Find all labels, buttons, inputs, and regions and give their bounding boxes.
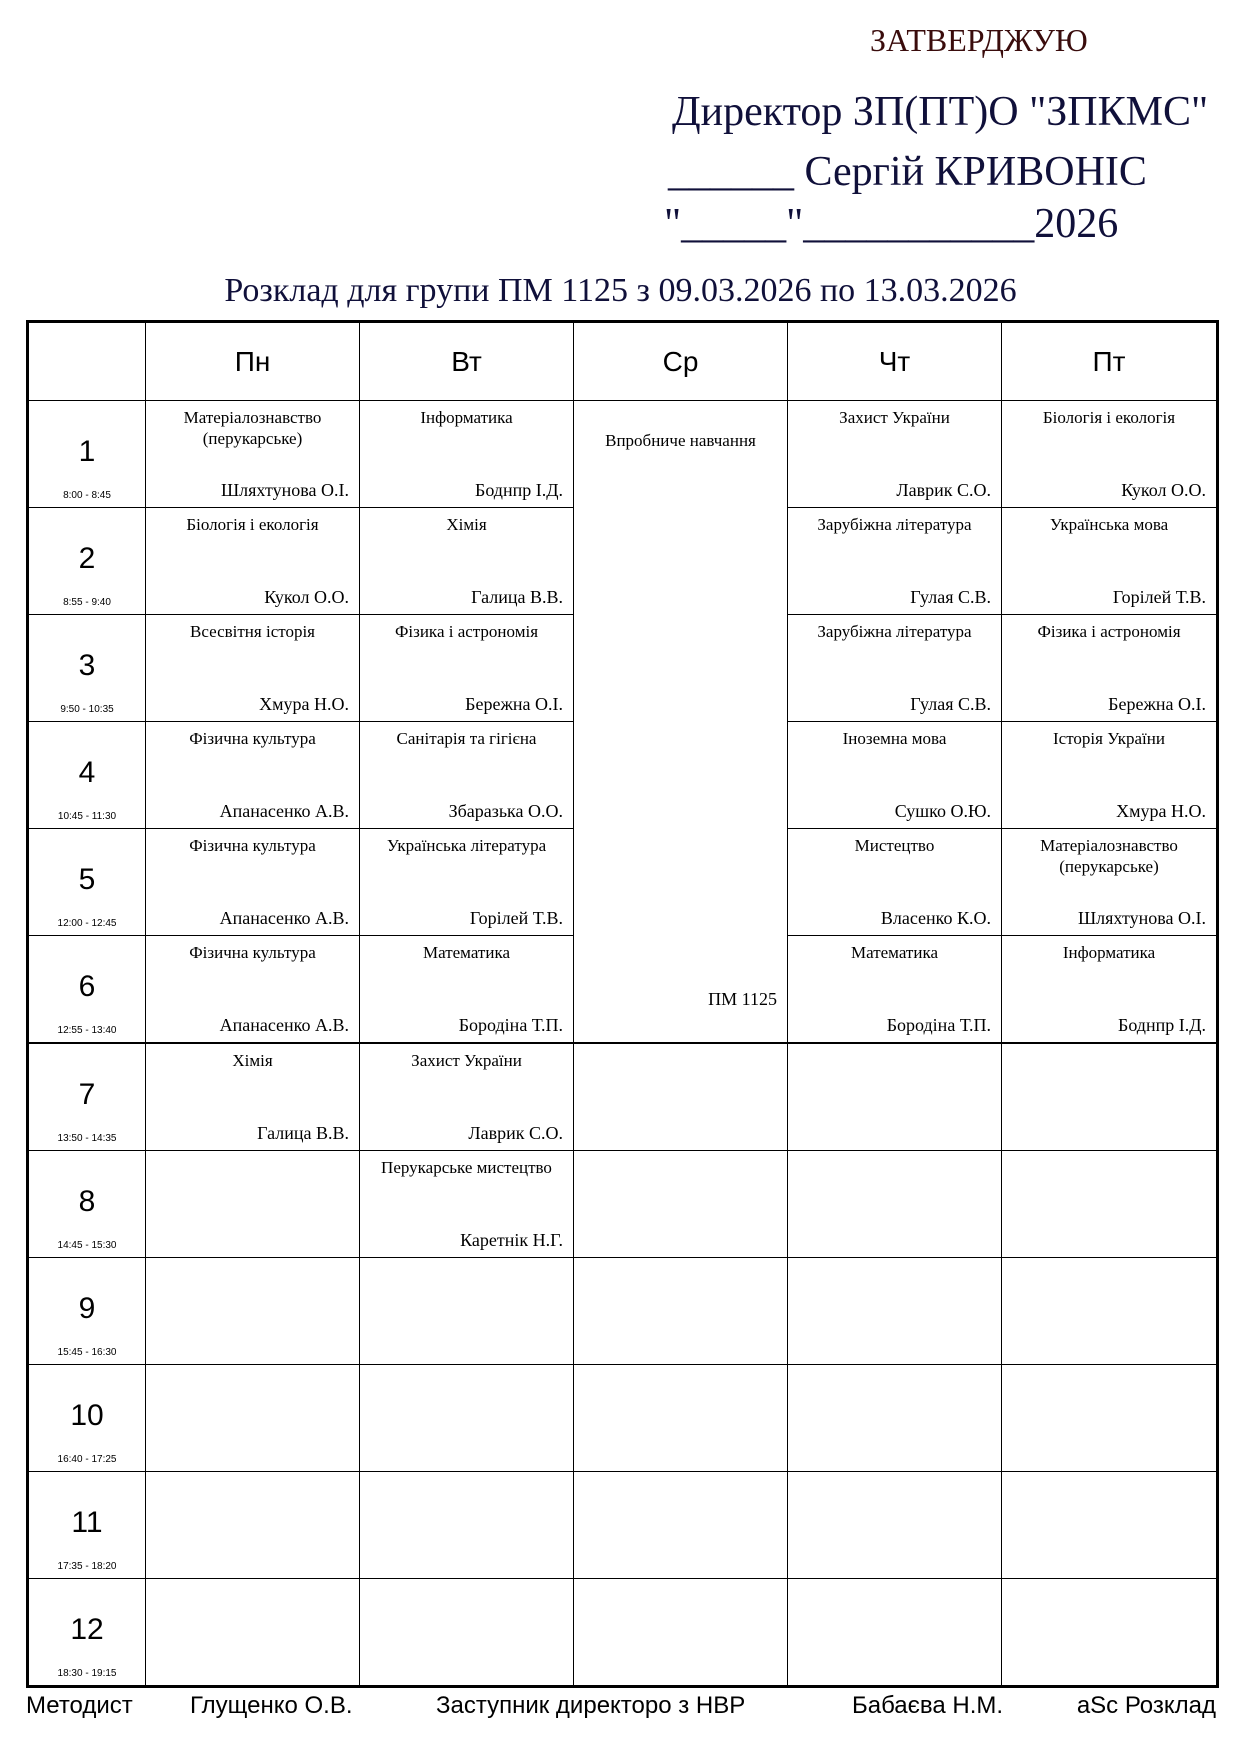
- empty-cell: [788, 1151, 1002, 1258]
- lesson-cell: [1002, 508, 1218, 615]
- lesson-teacher: Кукол О.О.: [264, 587, 349, 607]
- approve-heading: ЗАТВЕРДЖУЮ: [870, 22, 1088, 58]
- period-number: 2: [78, 542, 96, 575]
- empty-cell: [788, 1579, 1002, 1687]
- empty-cell: [360, 1472, 574, 1579]
- lesson-subject: Українська література: [386, 836, 547, 855]
- lesson-subject: Захист України: [411, 1051, 522, 1070]
- lesson-teacher: Апанасенко А.В.: [219, 1015, 349, 1035]
- lesson-cell: [146, 829, 360, 936]
- period-number: 7: [78, 1078, 96, 1111]
- empty-cell: [1002, 1043, 1218, 1151]
- period-time: 8:00 - 8:45: [63, 490, 111, 501]
- lesson-teacher: Галица В.В.: [471, 587, 563, 607]
- table-row: [28, 1472, 1218, 1579]
- schedule-table: [26, 320, 1219, 1688]
- lesson-subject: Математика: [422, 943, 511, 962]
- period-cell: [28, 508, 146, 615]
- footer: [26, 1692, 1216, 1722]
- table-row: [28, 1151, 1218, 1258]
- lesson-cell: [360, 1043, 574, 1151]
- period-cell: [28, 829, 146, 936]
- period-cell: [28, 1258, 146, 1365]
- lesson-teacher: Кукол О.О.: [1121, 480, 1206, 500]
- empty-cell: [360, 1365, 574, 1472]
- lesson-subject: Історія України: [1053, 729, 1165, 748]
- lesson-cell: [146, 615, 360, 722]
- period-cell: [28, 1472, 146, 1579]
- period-number: 12: [70, 1613, 104, 1646]
- day-header-tue: Вт: [360, 322, 574, 401]
- lesson-teacher: Галица В.В.: [257, 1123, 349, 1143]
- director-signature-line: ______ Сергій КРИВОНІС: [668, 149, 1147, 195]
- lesson-teacher: Лаврик С.О.: [468, 1123, 563, 1143]
- lesson-group: ПМ 1125: [708, 989, 777, 1009]
- day-header-mon: Пн: [146, 322, 360, 401]
- lesson-cell: [788, 615, 1002, 722]
- lesson-teacher: Бережна О.І.: [465, 694, 563, 714]
- lesson-subject: Перукарське мистецтво: [381, 1158, 552, 1177]
- lesson-subject: Матеріалознавство (перукарське): [183, 408, 322, 448]
- lesson-cell: [788, 936, 1002, 1044]
- lesson-teacher: Бережна О.І.: [1108, 694, 1206, 714]
- wednesday-practice-cell: [574, 401, 788, 1044]
- deputy-name: Бабаєва Н.М.: [852, 1692, 1004, 1719]
- schedule-title: Розклад для групи ПМ 1125 з 09.03.2026 по 13.03.2026: [224, 272, 1017, 309]
- empty-cell: [146, 1472, 360, 1579]
- lesson-subject: Всесвітня історія: [190, 622, 315, 641]
- lesson-subject: Біологія і екологія: [1042, 408, 1176, 427]
- lesson-teacher: Сушко О.Ю.: [894, 801, 991, 821]
- period-cell: [28, 722, 146, 829]
- empty-cell: [788, 1472, 1002, 1579]
- day-header-wed: Ср: [574, 322, 788, 401]
- lesson-teacher: Бородіна Т.П.: [458, 1015, 563, 1035]
- empty-cell: [574, 1258, 788, 1365]
- lesson-subject: Фізична культура: [189, 836, 316, 855]
- lesson-cell: [360, 936, 574, 1044]
- period-number: 1: [78, 435, 96, 468]
- period-time: 12:55 - 13:40: [57, 1025, 117, 1036]
- lesson-teacher: Боднпр І.Д.: [1117, 1015, 1206, 1035]
- empty-cell: [1002, 1472, 1218, 1579]
- empty-cell: [574, 1151, 788, 1258]
- table-row: [28, 1579, 1218, 1687]
- period-cell: [28, 1151, 146, 1258]
- lesson-cell: [360, 401, 574, 508]
- period-time: 9:50 - 10:35: [60, 704, 114, 715]
- empty-cell: [360, 1579, 574, 1687]
- period-time: 8:55 - 9:40: [63, 597, 111, 608]
- lesson-subject: Українська мова: [1049, 515, 1169, 534]
- lesson-subject: Фізика і астрономія: [394, 622, 539, 641]
- period-number: 4: [78, 756, 96, 789]
- lesson-cell: [146, 1043, 360, 1151]
- empty-cell: [574, 1365, 788, 1472]
- methodist-name: Глущенко О.В.: [190, 1692, 353, 1719]
- lesson-teacher: Гулая С.В.: [910, 694, 991, 714]
- lesson-cell: [1002, 722, 1218, 829]
- lesson-teacher: Апанасенко А.В.: [219, 801, 349, 821]
- period-time: 17:35 - 18:20: [57, 1561, 117, 1572]
- lesson-teacher: Шляхтунова О.І.: [1078, 908, 1206, 928]
- lesson-subject: Фізична культура: [189, 729, 316, 748]
- director-title: Директор ЗП(ПТ)О "ЗПКМС": [672, 89, 1209, 135]
- lesson-subject: Фізична культура: [189, 943, 316, 962]
- empty-cell: [1002, 1365, 1218, 1472]
- empty-cell: [574, 1043, 788, 1151]
- corner-cell: [28, 322, 146, 401]
- lesson-cell: [788, 508, 1002, 615]
- period-cell: [28, 1579, 146, 1687]
- period-number: 6: [78, 970, 96, 1003]
- lesson-teacher: Шляхтунова О.І.: [221, 480, 349, 500]
- lesson-subject: Біологія і екологія: [186, 515, 319, 534]
- lesson-subject: Хімія: [446, 515, 487, 534]
- period-cell: [28, 1043, 146, 1151]
- lesson-teacher: Боднпр І.Д.: [474, 480, 563, 500]
- lesson-cell: [788, 722, 1002, 829]
- empty-cell: [146, 1151, 360, 1258]
- lesson-teacher: Горілей Т.В.: [1112, 587, 1206, 607]
- lesson-subject: Хімія: [232, 1051, 273, 1070]
- lesson-teacher: Каретнік Н.Г.: [460, 1230, 563, 1250]
- lesson-teacher: Гулая С.В.: [910, 587, 991, 607]
- lesson-subject: Іноземна мова: [842, 729, 947, 748]
- period-time: 14:45 - 15:30: [57, 1240, 117, 1251]
- lesson-teacher: Апанасенко А.В.: [219, 908, 349, 928]
- period-number: 9: [78, 1292, 96, 1325]
- lesson-cell: [788, 829, 1002, 936]
- lesson-subject: Санітарія та гігієна: [396, 729, 537, 748]
- lesson-subject: Впробниче навчання: [605, 431, 756, 450]
- lesson-cell: [146, 508, 360, 615]
- empty-cell: [1002, 1151, 1218, 1258]
- lesson-subject: Зарубіжна література: [817, 622, 972, 641]
- lesson-subject: Мистецтво: [854, 836, 935, 855]
- lesson-cell: [788, 401, 1002, 508]
- lesson-subject: Фізика і астрономія: [1037, 622, 1181, 641]
- lesson-teacher: Хмура Н.О.: [259, 694, 349, 714]
- lesson-cell: [146, 401, 360, 508]
- period-time: 16:40 - 17:25: [57, 1454, 117, 1465]
- day-header-thu: Чт: [788, 322, 1002, 401]
- lesson-subject: Захист України: [839, 408, 950, 427]
- lesson-cell: [146, 722, 360, 829]
- lesson-cell: [1002, 401, 1218, 508]
- lesson-subject: Матеріалознавство (перукарське): [1040, 836, 1178, 876]
- period-number: 5: [78, 863, 96, 896]
- period-number: 11: [71, 1506, 103, 1539]
- period-cell: [28, 936, 146, 1044]
- empty-cell: [788, 1043, 1002, 1151]
- table-row: [28, 1043, 1218, 1151]
- empty-cell: [788, 1258, 1002, 1365]
- period-cell: [28, 1365, 146, 1472]
- day-header-fri: Пт: [1002, 322, 1218, 401]
- lesson-teacher: Бородіна Т.П.: [886, 1015, 991, 1035]
- period-time: 10:45 - 11:30: [57, 811, 117, 822]
- lesson-subject: Інформатика: [420, 408, 513, 427]
- period-number: 8: [78, 1185, 96, 1218]
- period-number: 3: [78, 649, 96, 682]
- approval-date-line: "_____"___________2026: [664, 201, 1119, 247]
- empty-cell: [146, 1258, 360, 1365]
- empty-cell: [360, 1258, 574, 1365]
- period-time: 12:00 - 12:45: [57, 918, 117, 929]
- lesson-cell: [360, 829, 574, 936]
- empty-cell: [574, 1579, 788, 1687]
- lesson-cell: [360, 615, 574, 722]
- lesson-teacher: Власенко К.О.: [880, 908, 991, 928]
- period-cell: [28, 615, 146, 722]
- empty-cell: [146, 1365, 360, 1472]
- lesson-cell: [1002, 936, 1218, 1044]
- lesson-cell: [360, 1151, 574, 1258]
- lesson-cell: [360, 722, 574, 829]
- empty-cell: [574, 1472, 788, 1579]
- period-time: 18:30 - 19:15: [57, 1668, 117, 1679]
- lesson-cell: [1002, 829, 1218, 936]
- lesson-cell: [146, 936, 360, 1044]
- empty-cell: [146, 1579, 360, 1687]
- lesson-subject: Зарубіжна література: [817, 515, 972, 534]
- period-number: 10: [70, 1399, 104, 1432]
- lesson-subject: Математика: [850, 943, 939, 962]
- lesson-teacher: Лаврик С.О.: [896, 480, 991, 500]
- period-time: 15:45 - 16:30: [57, 1347, 117, 1358]
- empty-cell: [1002, 1258, 1218, 1365]
- methodist-label: Методист: [26, 1692, 133, 1719]
- empty-cell: [788, 1365, 1002, 1472]
- day-header-row: [28, 322, 1218, 401]
- empty-cell: [1002, 1579, 1218, 1687]
- table-row: [28, 401, 1218, 508]
- software-credit: aSc Розклад: [1076, 1692, 1216, 1719]
- deputy-label: Заступник директоро з НВР: [436, 1692, 746, 1719]
- lesson-cell: [360, 508, 574, 615]
- lesson-teacher: Горілей Т.В.: [469, 908, 563, 928]
- lesson-cell: [1002, 615, 1218, 722]
- lesson-teacher: Хмура Н.О.: [1116, 801, 1206, 821]
- period-time: 13:50 - 14:35: [57, 1133, 117, 1144]
- lesson-subject: Інформатика: [1062, 943, 1156, 962]
- table-row: [28, 1258, 1218, 1365]
- lesson-teacher: Збаразька О.О.: [448, 801, 563, 821]
- table-row: [28, 1365, 1218, 1472]
- period-cell: [28, 401, 146, 508]
